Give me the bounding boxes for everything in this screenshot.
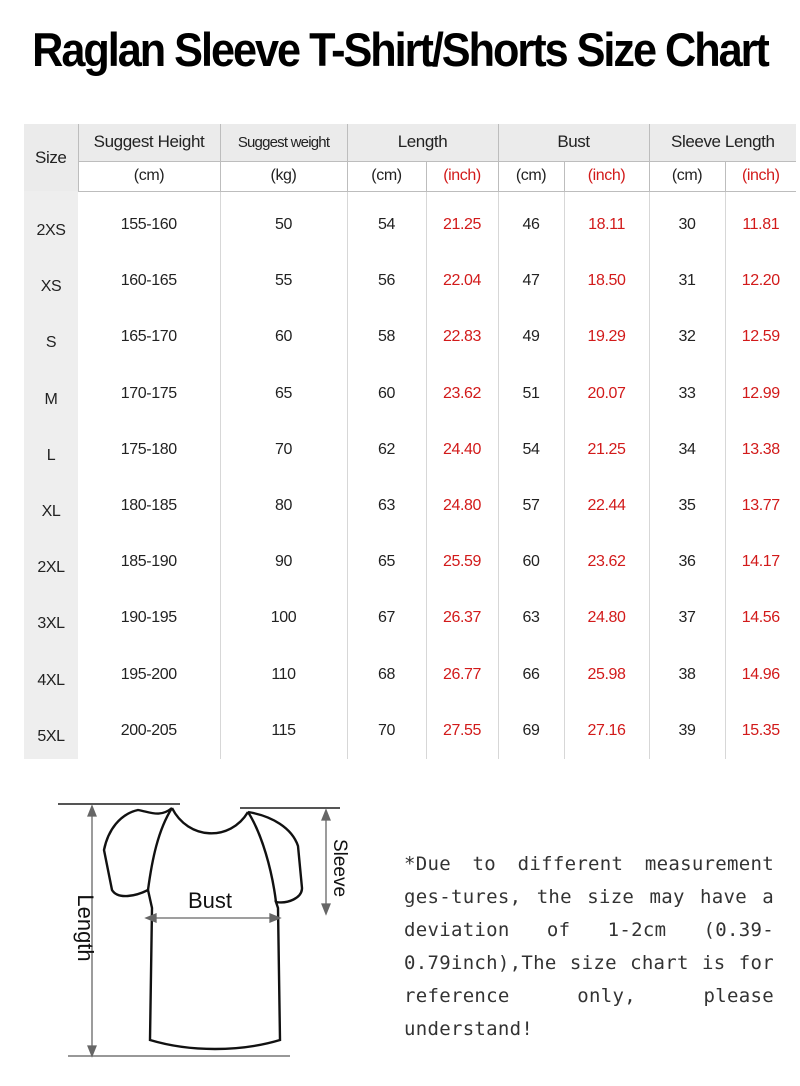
size-column-header: Size <box>24 124 78 191</box>
bust-cm-cell: 66 <box>498 647 564 703</box>
size-cell: 5XL <box>24 703 78 759</box>
height-cell: 175-180 <box>78 422 220 478</box>
bust-inch-cell: 25.98 <box>564 647 649 703</box>
size-cell: M <box>24 366 78 422</box>
bust-cm-unit: (cm) <box>498 161 564 191</box>
bust-column-header: Bust <box>498 124 649 161</box>
length-inch-cell: 23.62 <box>426 366 498 422</box>
sleeve-inch-cell: 12.59 <box>741 328 780 346</box>
length-inch-cell: 21.25 <box>426 197 498 253</box>
sleeve-inch-cell: 14.96 <box>741 665 780 683</box>
sleeve-cm-cell: 31 <box>649 253 725 309</box>
sleeve-inch-cell: 11.81 <box>742 216 780 234</box>
sleeve-inch-cell: 14.17 <box>741 553 780 571</box>
tshirt-outline-icon <box>104 808 302 1049</box>
size-cell: 4XL <box>24 647 78 703</box>
measurement-note: *Due to different measurement ges-tures, the size may have a deviation of 1-2cm (0.39-0.79inch),The size chart is for reference only, please understand! <box>404 853 774 1040</box>
bust-inch-unit: (inch) <box>564 161 649 191</box>
weight-cell: 70 <box>220 422 347 478</box>
table-row <box>24 647 796 703</box>
weight-cell: 100 <box>220 590 347 646</box>
bust-cm-cell: 60 <box>498 534 564 590</box>
weight-cell: 115 <box>220 703 347 759</box>
weight-cell: 55 <box>220 253 347 309</box>
length-cm-cell: 62 <box>347 422 426 478</box>
header-row <box>24 124 796 161</box>
bust-inch-cell: 19.29 <box>564 309 649 365</box>
bust-inch-cell: 18.11 <box>564 197 649 253</box>
table-row <box>24 366 796 422</box>
bust-cm-cell: 69 <box>498 703 564 759</box>
length-inch-unit: (inch) <box>426 161 498 191</box>
weight-column-header: Suggest weight <box>220 124 347 161</box>
bust-inch-cell: 23.62 <box>564 534 649 590</box>
bust-cm-cell: 51 <box>498 366 564 422</box>
unit-row <box>24 161 796 191</box>
size-cell: 2XL <box>24 534 78 590</box>
weight-cell: 110 <box>220 647 347 703</box>
length-cm-cell: 70 <box>347 703 426 759</box>
bust-inch-cell: 24.80 <box>564 590 649 646</box>
sleeve-cm-cell: 32 <box>649 309 725 365</box>
length-column-header: Length <box>347 124 498 161</box>
bust-inch-cell: 21.25 <box>564 422 649 478</box>
height-cell: 160-165 <box>78 253 220 309</box>
length-inch-cell: 25.59 <box>426 534 498 590</box>
height-cell: 170-175 <box>78 366 220 422</box>
weight-unit: (kg) <box>220 161 347 191</box>
length-inch-cell: 27.55 <box>426 703 498 759</box>
sleeve-arrow-icon <box>322 810 330 914</box>
size-cell: L <box>24 422 78 478</box>
bust-cm-cell: 63 <box>498 590 564 646</box>
size-cell: 3XL <box>24 590 78 646</box>
size-cell: 2XS <box>24 197 78 253</box>
sleeve-cm-cell: 33 <box>649 366 725 422</box>
sleeve-inch-cell: 15.35 <box>741 721 780 739</box>
sleeve-inch-cell: 13.77 <box>741 497 780 515</box>
table-row <box>24 534 796 590</box>
sleeve-inch-cell: 12.20 <box>741 272 780 290</box>
sleeve-cm-unit: (cm) <box>649 161 725 191</box>
length-cm-cell: 63 <box>347 478 426 534</box>
length-cm-cell: 68 <box>347 647 426 703</box>
height-unit: (cm) <box>78 161 220 191</box>
weight-cell: 65 <box>220 366 347 422</box>
length-cm-unit: (cm) <box>347 161 426 191</box>
bust-inch-cell: 20.07 <box>564 366 649 422</box>
height-cell: 185-190 <box>78 534 220 590</box>
length-inch-cell: 22.04 <box>426 253 498 309</box>
table-row <box>24 253 796 309</box>
bust-label: Bust <box>187 888 233 913</box>
sleeve-cm-cell: 35 <box>649 478 725 534</box>
table-row <box>24 422 796 478</box>
size-cell: XL <box>24 478 78 534</box>
sleeve-cm-cell: 30 <box>649 197 725 253</box>
table-body <box>24 191 796 759</box>
length-cm-cell: 56 <box>347 253 426 309</box>
height-column-header: Suggest Height <box>78 124 220 161</box>
sleeve-cm-cell: 36 <box>649 534 725 590</box>
length-inch-cell: 26.77 <box>426 647 498 703</box>
length-cm-cell: 67 <box>347 590 426 646</box>
weight-cell: 60 <box>220 309 347 365</box>
table-row <box>24 703 796 759</box>
sleeve-cm-cell: 39 <box>649 703 725 759</box>
bust-inch-cell: 22.44 <box>564 478 649 534</box>
bust-cm-cell: 49 <box>498 309 564 365</box>
sleeve-inch-unit: (inch) <box>725 161 796 191</box>
sleeve-inch-cell: 14.56 <box>741 609 780 627</box>
sleeve-inch-cell: 13.38 <box>741 440 780 458</box>
length-cm-cell: 65 <box>347 534 426 590</box>
bust-inch-cell: 18.50 <box>564 253 649 309</box>
size-cell: S <box>24 309 78 365</box>
size-chart-table <box>24 124 796 759</box>
length-cm-cell: 54 <box>347 197 426 253</box>
bust-cm-cell: 47 <box>498 253 564 309</box>
sleeve-cm-cell: 37 <box>649 590 725 646</box>
weight-cell: 90 <box>220 534 347 590</box>
height-cell: 195-200 <box>78 647 220 703</box>
sleeve-column-header: Sleeve Length <box>649 124 796 161</box>
bust-inch-cell: 27.16 <box>564 703 649 759</box>
length-inch-cell: 24.80 <box>426 478 498 534</box>
weight-cell: 50 <box>220 197 347 253</box>
length-inch-cell: 24.40 <box>426 422 498 478</box>
height-cell: 155-160 <box>78 197 220 253</box>
page-title: Raglan Sleeve T-Shirt/Shorts Size Chart <box>32 23 768 76</box>
table-row <box>24 309 796 365</box>
bust-arrow-icon <box>146 914 280 922</box>
table-row <box>24 478 796 534</box>
height-cell: 180-185 <box>78 478 220 534</box>
length-cm-cell: 60 <box>347 366 426 422</box>
length-cm-cell: 58 <box>347 309 426 365</box>
sleeve-cm-cell: 34 <box>649 422 725 478</box>
bust-cm-cell: 57 <box>498 478 564 534</box>
sleeve-cm-cell: 38 <box>649 647 725 703</box>
length-inch-cell: 22.83 <box>426 309 498 365</box>
height-cell: 200-205 <box>78 703 220 759</box>
bust-cm-cell: 54 <box>498 422 564 478</box>
table-row <box>24 590 796 646</box>
bust-cm-cell: 46 <box>498 197 564 253</box>
height-cell: 165-170 <box>78 309 220 365</box>
table-row <box>24 197 796 253</box>
length-inch-cell: 26.37 <box>426 590 498 646</box>
weight-cell: 80 <box>220 478 347 534</box>
height-cell: 190-195 <box>78 590 220 646</box>
sleeve-label: Sleeve <box>329 838 350 898</box>
size-cell: XS <box>24 253 78 309</box>
sleeve-inch-cell: 12.99 <box>741 384 780 402</box>
tshirt-measurement-diagram <box>40 790 370 1070</box>
length-label: Length <box>73 894 98 962</box>
